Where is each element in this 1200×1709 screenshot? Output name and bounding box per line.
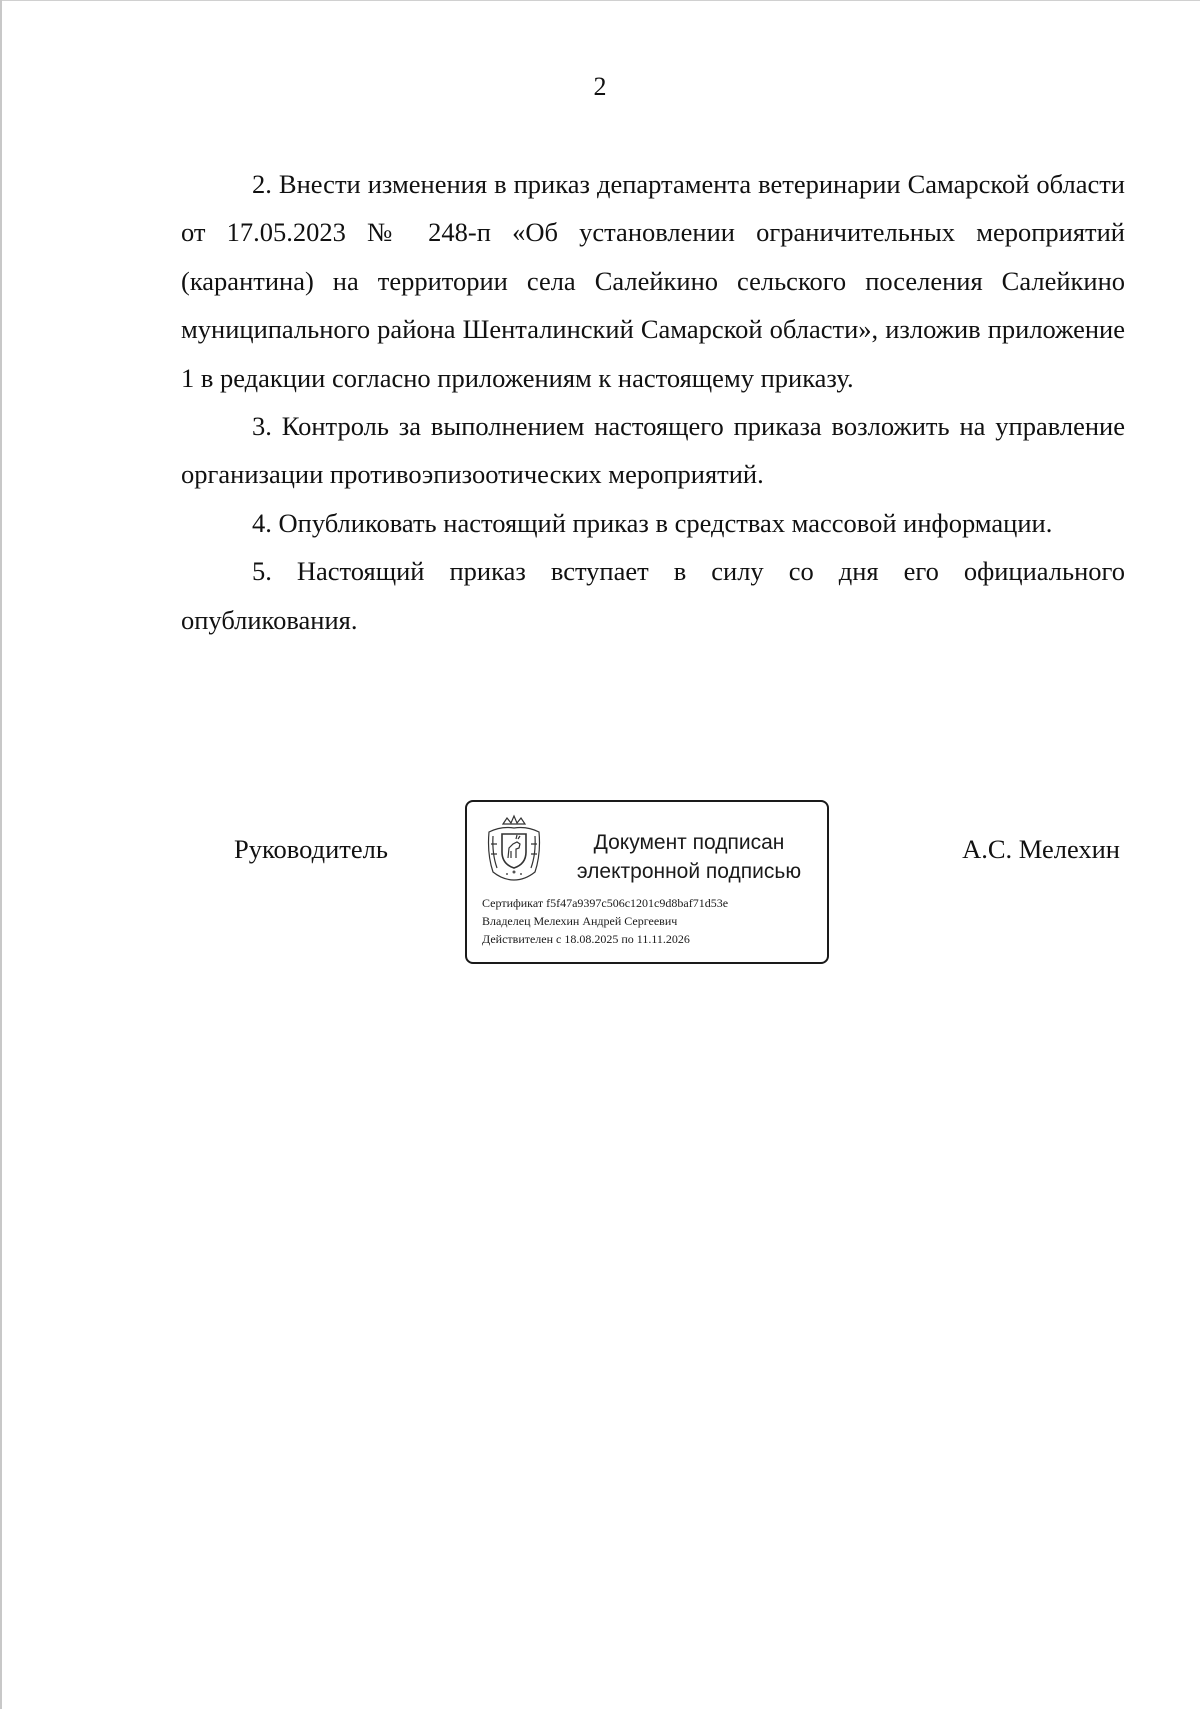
stamp-certificate: Сертификат f5f47a9397c506c1201c9d8baf71d53e <box>482 896 729 910</box>
stamp-validity: Действителен с 18.08.2025 по 11.11.2026 <box>482 932 690 946</box>
document-body <box>181 160 1125 644</box>
page-number: 2 <box>593 72 607 101</box>
stamp-owner: Владелец Мелехин Андрей Сергеевич <box>482 914 678 928</box>
paragraph-4: 4. Опубликовать настоящий приказ в средствах массовой информации. <box>252 507 1053 538</box>
stamp-title-line2: электронной подписью <box>576 860 802 883</box>
samara-coat-of-arms-icon <box>483 814 545 882</box>
paragraph-2: 2. Внести изменения в приказ департамента ветеринарии Самарской области от 17.05.2023 № 248-п «Об установлении ограничительных мероприятий (карантина) на территории села Салейкино сельского поселения Салейкино муниципального района Шенталинский Самарской области», изложив приложение 1 в редакции согласно приложениям к настоящему приказу. <box>181 169 1125 393</box>
paragraph-3: 3. Контроль за выполнением настоящего приказа возложить на управление организации противоэпизоотических мероприятий. <box>181 411 1125 490</box>
electronic-signature-stamp <box>465 800 829 964</box>
position-title: Руководитель <box>234 834 388 864</box>
scan-edge-left <box>0 0 2 1709</box>
stamp-title-line1: Документ подписан <box>593 831 785 854</box>
scan-edge-top <box>0 0 1200 1</box>
paragraph-5: 5. Настоящий приказ вступает в силу со дня его официального опубликования. <box>181 556 1125 635</box>
signer-name: А.С. Мелехин <box>962 834 1120 864</box>
stamp-details <box>482 894 822 948</box>
stamp-title <box>559 828 819 886</box>
